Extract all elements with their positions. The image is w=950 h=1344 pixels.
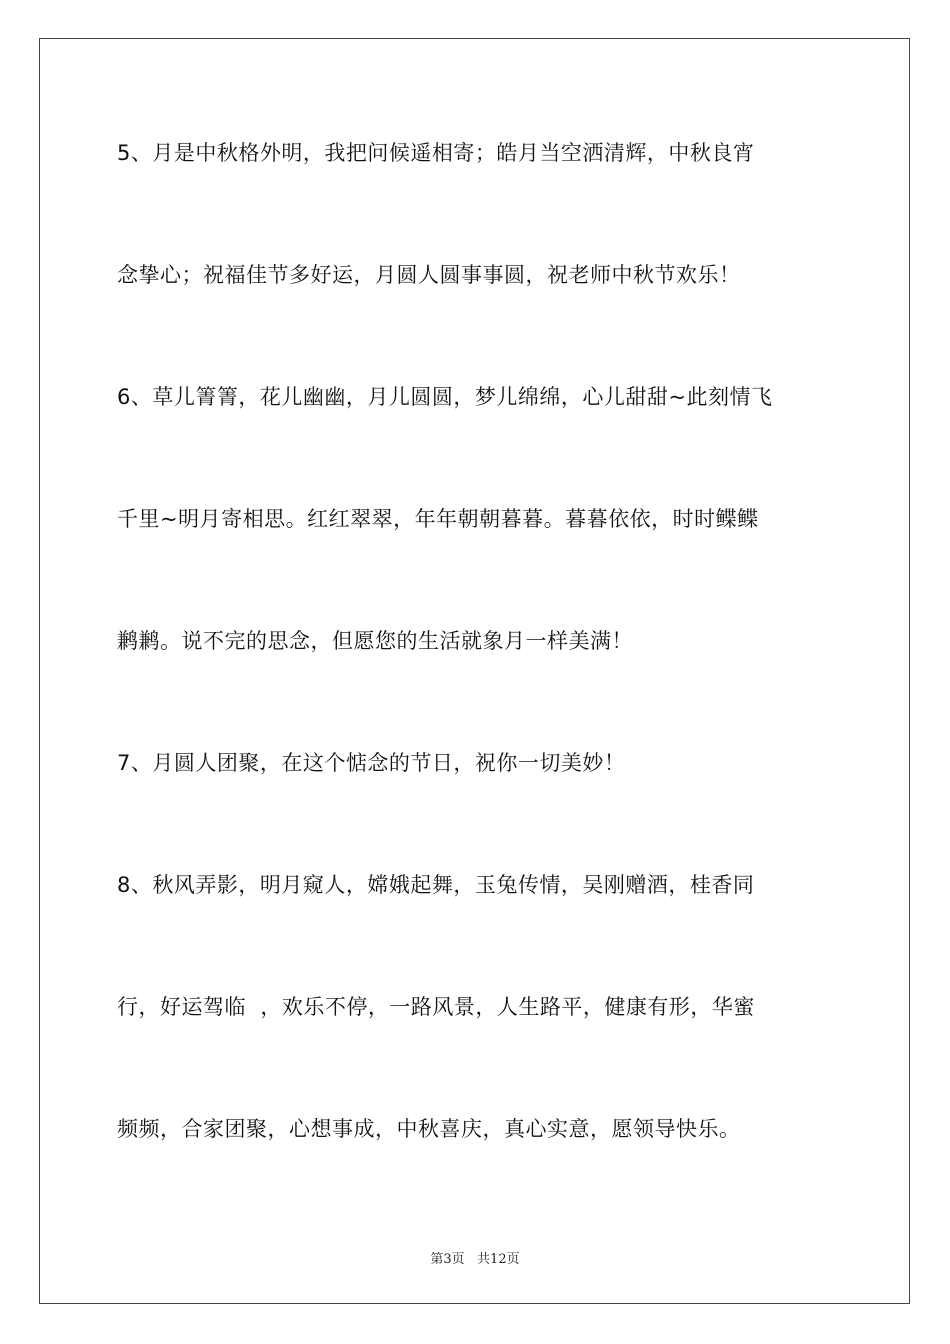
text-line: 7、月圆人团聚，在这个惦念的节日，祝你一切美妙！	[117, 751, 626, 775]
text-line: 5、月是中秋格外明，我把问候遥相寄；皓月当空洒清辉，中秋良宵	[117, 141, 755, 165]
text-line: 频频，合家团聚，心想事成，中秋喜庆，真心实意，愿领导快乐。	[117, 1117, 741, 1141]
page-footer: 第3页 共12页	[430, 1252, 520, 1267]
text-line: 8、秋风弄影，明月窥人，嫦娥起舞，玉兔传情，吴刚赠酒，桂香同	[117, 873, 755, 897]
text-line: 行，好运驾临 ，欢乐不停，一路风景，人生路平，健康有形，华蜜	[117, 995, 755, 1019]
text-line: 鹣鹣。说不完的思念，但愿您的生活就象月一样美满！	[117, 629, 633, 653]
text-line: 千里~明月寄相思。红红翠翠，年年朝朝暮暮。暮暮依依，时时鲽鲽	[117, 507, 759, 531]
text-line: 念挚心；祝福佳节多好运，月圆人圆事事圆，祝老师中秋节欢乐！	[117, 263, 741, 287]
text-line: 6、草儿箐箐，花儿幽幽，月儿圆圆，梦儿绵绵，心儿甜甜~此刻情飞	[117, 385, 773, 409]
